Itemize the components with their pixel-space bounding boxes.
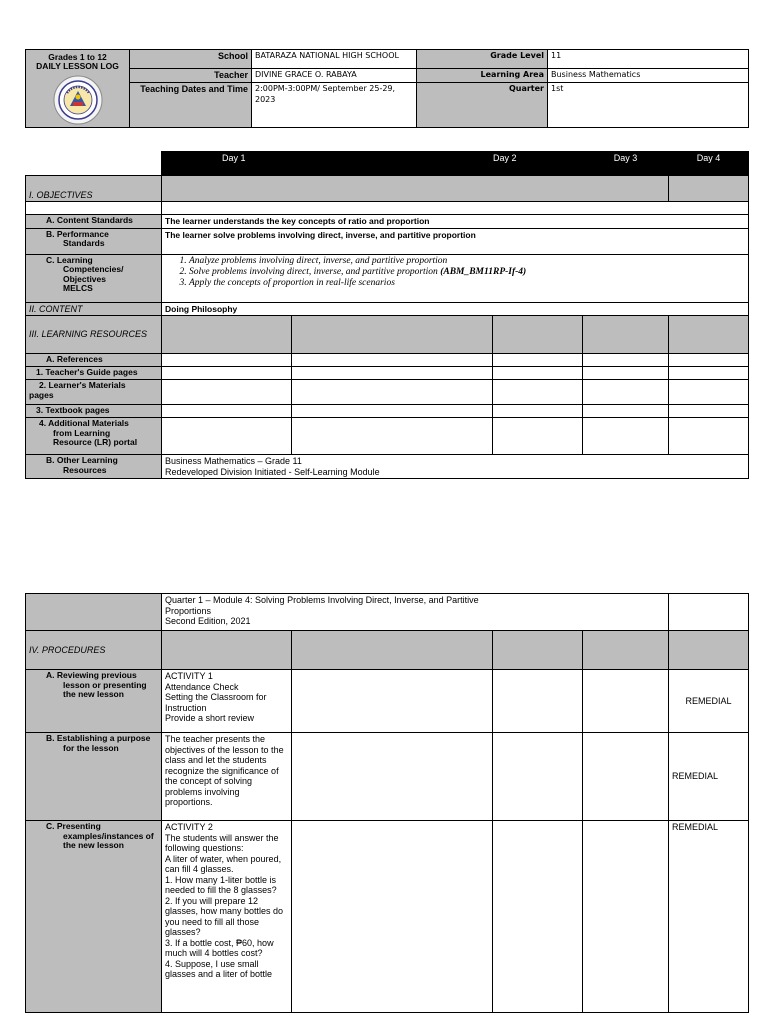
quarter-label: Quarter — [417, 83, 548, 128]
other-label-line2: Resources — [63, 464, 107, 475]
cell — [669, 418, 749, 455]
competencies-list — [165, 256, 745, 289]
textbook-label: 3. Textbook pages — [26, 405, 162, 418]
competencies-label-line1: C. Learning — [46, 254, 93, 265]
dll-title-line2: DAILY LESSON LOG — [36, 61, 119, 71]
spacer-cell — [162, 202, 749, 215]
day1-header: Day 1 — [162, 152, 493, 176]
text-line: can fill 4 glasses. — [165, 864, 234, 874]
grade-level-label: Grade Level — [417, 50, 548, 69]
presenting-label — [26, 821, 162, 1013]
cell — [292, 418, 493, 455]
purpose-label — [26, 733, 162, 821]
cell — [292, 367, 493, 380]
competencies-label — [26, 254, 162, 302]
text-line: ACTIVITY 2 — [165, 822, 213, 832]
cell — [292, 354, 493, 367]
additional-label-line2: from Learning — [53, 427, 111, 438]
competency-item: 1. Analyze problems involving direct, inverse, and partitive proportion — [189, 256, 745, 267]
competencies-value — [162, 254, 749, 302]
purpose-day1 — [162, 733, 292, 821]
objectives-section: I. OBJECTIVES — [26, 176, 162, 202]
presenting-label-line3: the new lesson — [63, 840, 124, 850]
competencies-label-line4: MELCS — [63, 283, 93, 293]
text-line: A liter of water, when poured, — [165, 853, 282, 864]
day2-header: Day 2 — [493, 152, 583, 176]
text-line: Instruction — [165, 702, 207, 713]
procedures-section: IV. PROCEDURES — [26, 631, 162, 670]
reviewing-day5: REMEDIAL — [669, 670, 749, 733]
module-day5 — [669, 594, 749, 631]
procedures-gray-4 — [583, 631, 669, 670]
cell — [493, 733, 583, 821]
reviewing-label-line2: lesson or presenting — [63, 679, 147, 690]
cell — [292, 380, 493, 405]
resources-gray-3 — [493, 316, 583, 354]
procedures-gray-3 — [493, 631, 583, 670]
competency-text: Solve problems involving direct, inverse, and partitive proportion — [189, 266, 438, 277]
cell — [583, 354, 669, 367]
cell — [583, 733, 669, 821]
cell — [493, 354, 583, 367]
teachers-guide-label: 1. Teacher's Guide pages — [26, 367, 162, 380]
text-line: 1. How many 1-liter bottle is — [165, 874, 277, 885]
deped-seal-icon — [53, 75, 103, 125]
purpose-label-line2: for the lesson — [63, 742, 119, 753]
content-standards-value: The learner understands the key concepts of ratio and proportion — [162, 215, 749, 229]
text-line: The teacher presents the — [165, 734, 266, 744]
lm-label-line1: 2. Learner's Materials — [39, 380, 126, 390]
purpose-day5: REMEDIAL — [669, 733, 749, 821]
cell — [162, 367, 292, 380]
procedures-table — [25, 593, 749, 1013]
module-value — [162, 594, 669, 631]
reviewing-label-line3: the new lesson — [63, 689, 124, 699]
performance-standards-label — [26, 228, 162, 254]
grade-level-value: 11 — [548, 50, 749, 69]
resources-gray-5 — [669, 316, 749, 354]
competencies-label-line3: Objectives — [63, 273, 106, 284]
school-label: School — [130, 50, 252, 69]
cell — [162, 380, 292, 405]
cell — [669, 367, 749, 380]
text-line: needed to fill the 8 glasses? — [165, 885, 277, 895]
text-line: proportions. — [165, 797, 213, 807]
cell — [583, 380, 669, 405]
dll-title-line1: Grades 1 to 12 — [48, 52, 107, 62]
cell — [162, 354, 292, 367]
day4-header: Day 4 — [669, 152, 749, 176]
module-line2: Proportions — [165, 605, 212, 616]
content-value: Doing Philosophy — [162, 302, 749, 316]
content-standards-label: A. Content Standards — [26, 215, 162, 229]
cell — [493, 670, 583, 733]
objectives-gray-band — [162, 176, 669, 202]
resources-gray-1 — [162, 316, 292, 354]
presenting-label-line2: examples/instances of — [63, 830, 154, 841]
other-resource-line1: Business Mathematics – Grade 11 — [165, 456, 302, 466]
learning-area-value: Business Mathematics — [548, 69, 749, 83]
cell — [669, 354, 749, 367]
teacher-label: Teacher — [130, 69, 252, 83]
teacher-value: DIVINE GRACE O. RABAYA — [252, 69, 417, 83]
text-line: 4. Suppose, I use small — [165, 958, 259, 969]
blank-corner — [26, 152, 162, 176]
cell — [583, 821, 669, 1013]
text-line: glasses, how many bottles do — [165, 906, 284, 916]
module-line3: Second Edition, 2021 — [165, 616, 251, 626]
text-line: you need to fill all those — [165, 916, 260, 927]
text-line: glasses and a liter of bottle — [165, 969, 273, 979]
additional-label-line1: 4. Additional Materials — [39, 418, 129, 428]
text-line: Provide a short review — [165, 713, 255, 723]
cell — [583, 418, 669, 455]
cell — [493, 418, 583, 455]
additional-label-line3: Resource (LR) portal — [53, 437, 138, 447]
lm-label-line2: pages — [29, 389, 54, 400]
competency-item — [189, 267, 745, 278]
text-line: problems involving — [165, 786, 240, 797]
competency-code: (ABM_BM11RP-If-4) — [440, 266, 527, 277]
cell — [292, 821, 493, 1013]
school-value: BATARAZA NATIONAL HIGH SCHOOL — [252, 50, 417, 69]
other-resources-label — [26, 455, 162, 479]
text-line: recognize the significance of — [165, 765, 279, 776]
text-line: the concept of solving — [165, 776, 253, 786]
purpose-label-line1: B. Establishing a purpose — [46, 733, 151, 743]
cell — [583, 405, 669, 418]
cell — [162, 405, 292, 418]
procedures-gray-2 — [292, 631, 493, 670]
cell — [669, 380, 749, 405]
text-line: ACTIVITY 1 — [165, 671, 213, 681]
text-line: much will 4 bottles cost? — [165, 948, 263, 958]
day3-header: Day 3 — [583, 152, 669, 176]
performance-label-line1: B. Performance — [46, 228, 109, 239]
presenting-label-line1: C. Presenting — [46, 821, 101, 831]
spacer — [26, 202, 162, 215]
teaching-dates-label: Teaching Dates and Time — [130, 83, 252, 128]
header-table — [25, 49, 749, 128]
dll-title-cell — [26, 50, 130, 128]
cell — [493, 405, 583, 418]
content-section: II. CONTENT — [26, 302, 162, 316]
cell — [669, 405, 749, 418]
procedures-gray-1 — [162, 631, 292, 670]
objectives-gray-day5 — [669, 176, 749, 202]
resources-gray-4 — [583, 316, 669, 354]
cell — [292, 670, 493, 733]
reviewing-label-line1: A. Reviewing previous — [46, 670, 137, 680]
references-label: A. References — [26, 354, 162, 367]
learning-area-label: Learning Area — [417, 69, 548, 83]
text-line: The students will answer the — [165, 832, 279, 843]
presenting-day1 — [162, 821, 292, 1013]
learners-materials-label — [26, 380, 162, 405]
reviewing-day1 — [162, 670, 292, 733]
cell — [493, 380, 583, 405]
performance-label-line2: Standards — [63, 238, 105, 248]
text-line: glasses? — [165, 927, 201, 937]
text-line: 3. If a bottle cost, ₱60, how — [165, 937, 274, 948]
learning-resources-section: III. LEARNING RESOURCES — [26, 316, 162, 354]
cell — [292, 405, 493, 418]
cell — [583, 670, 669, 733]
other-resources-value — [162, 455, 749, 479]
cell — [493, 821, 583, 1013]
resources-gray-2 — [292, 316, 493, 354]
additional-materials-label — [26, 418, 162, 455]
text-line: Attendance Check — [165, 681, 239, 692]
quarter-value: 1st — [548, 83, 749, 128]
module-label-cell — [26, 594, 162, 631]
cell — [292, 733, 493, 821]
cell — [162, 418, 292, 455]
other-label-line1: B. Other Learning — [46, 455, 118, 465]
procedures-gray-5 — [669, 631, 749, 670]
performance-standards-value: The learner solve problems involving direct, inverse, and partitive proportion — [162, 228, 749, 254]
competency-item: 3. Apply the concepts of proportion in real-life scenarios — [189, 278, 745, 289]
text-line: Setting the Classroom for — [165, 692, 267, 702]
cell — [493, 367, 583, 380]
text-line: following questions: — [165, 843, 244, 853]
competencies-label-line2: Competencies/ — [63, 264, 124, 274]
text-line: class and let the students — [165, 755, 267, 765]
text-line: 2. If you will prepare 12 — [165, 895, 259, 906]
presenting-day5: REMEDIAL — [669, 821, 749, 1013]
module-line1: Quarter 1 – Module 4: Solving Problems Involving Direct, Inverse, and Partitive — [165, 595, 479, 605]
teaching-dates-value: 2:00PM-3:00PM/ September 25-29, 2023 — [252, 83, 417, 128]
reviewing-label — [26, 670, 162, 733]
text-line: objectives of the lesson to the — [165, 744, 284, 755]
cell — [583, 367, 669, 380]
lesson-log-table — [25, 151, 749, 479]
other-resource-line2: Redeveloped Division Initiated - Self-Learning Module — [165, 466, 380, 477]
